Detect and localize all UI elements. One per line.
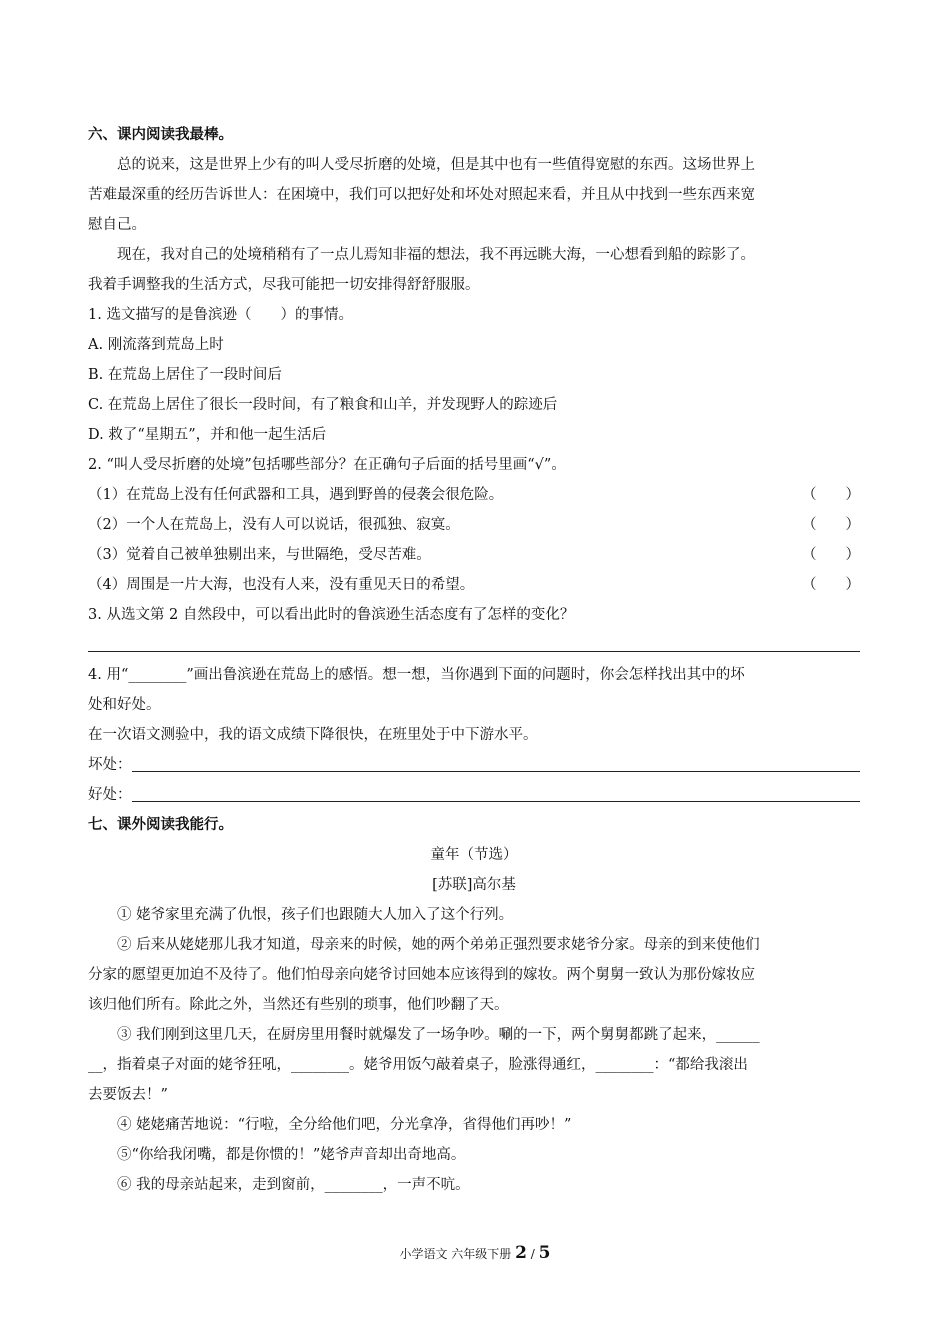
bad-label: 坏处： [88, 757, 132, 773]
section7-heading: 七、课外阅读我能行。 [88, 816, 233, 833]
good-label: 好处： [88, 787, 132, 803]
passage-title: 童年（节选） [430, 847, 518, 863]
worksheet-page [88, 120, 860, 1200]
passage-text: ② 后来从姥姥那儿我才知道，母亲来的时候，她的两个弟弟正强烈要求姥爷分家。母亲的到来使他们 [117, 937, 760, 953]
page-separator: / [526, 1247, 539, 1261]
good-answer-row [88, 780, 860, 810]
passage-text: 分家的愿望更加迫不及待了。他们怕母亲向姥爷讨回她本应该得到的嫁妆。两个舅舅一致认为那份嫁妆应 [88, 967, 755, 983]
answer-parentheses: （ ） [802, 547, 860, 563]
passage-author: [苏联]高尔基 [432, 877, 516, 893]
answer-line [132, 770, 861, 772]
question-2-item-text: （3）觉着自己被单独剔出来，与世隔绝，受尽苦难。 [88, 547, 431, 563]
question-3-stem: 3. 从选文第 2 自然段中，可以看出此时的鲁滨逊生活态度有了怎样的变化？ [88, 607, 575, 623]
passage-text: 现在，我对自己的处境稍稍有了一点儿焉知非福的想法，我不再远眺大海，一心想看到船的踪影了。 [117, 247, 755, 263]
answer-line [132, 800, 861, 802]
passage-text: __，指着桌子对面的姥爷狂吼，________。姥爷用饭勺敲着桌子，脸涨得通红，________：“都给我滚出 [88, 1057, 748, 1073]
question-2-item [88, 570, 860, 600]
passage-text: 去要饭去！” [88, 1087, 168, 1103]
question-2-item-text: （1）在荒岛上没有任何武器和工具，遇到野兽的侵袭会很危险。 [88, 487, 504, 503]
passage-text: 慰自己。 [88, 217, 146, 233]
question-2-stem: 2. “叫人受尽折磨的处境”包括哪些部分？在正确句子后面的括号里画“√”。 [88, 457, 566, 473]
passage-text: 总的说来，这是世界上少有的叫人受尽折磨的处境，但是其中也有一些值得宽慰的东西。这场世界上 [117, 157, 755, 173]
page-total: 5 [538, 1243, 551, 1263]
passage-text: ① 姥爷家里充满了仇恨，孩子们也跟随大人加入了这个行列。 [117, 907, 514, 923]
question-1-option-b: B. 在荒岛上居住了一段时间后 [88, 367, 282, 383]
passage-text: 该归他们所有。除此之外，当然还有些别的琐事，他们吵翻了天。 [88, 997, 509, 1013]
page-number: 2 [515, 1243, 527, 1263]
question-2-item-text: （4）周围是一片大海，也没有人来，没有重见天日的希望。 [88, 577, 475, 593]
passage-text: ⑥ 我的母亲站起来，走到窗前，________，一声不吭。 [117, 1177, 470, 1193]
section6-heading: 六、课内阅读我最棒。 [88, 126, 233, 143]
question-1-stem: 1. 选文描写的是鲁滨逊（ ）的事情。 [88, 307, 353, 323]
question-2-item-text: （2）一个人在荒岛上，没有人可以说话，很孤独、寂寞。 [88, 517, 460, 533]
question-4-scenario: 在一次语文测验中，我的语文成绩下降很快，在班里处于中下游水平。 [88, 727, 538, 743]
passage-text: 我着手调整我的生活方式，尽我可能把一切安排得舒舒服服。 [88, 277, 480, 293]
question-1-option-a: A. 刚流落到荒岛上时 [88, 337, 224, 353]
answer-parentheses: （ ） [802, 577, 860, 593]
passage-text: ③ 我们刚到这里几天，在厨房里用餐时就爆发了一场争吵。唰的一下，两个舅舅都跳了起来，______ [117, 1027, 760, 1043]
answer-parentheses: （ ） [802, 487, 860, 503]
answer-line [88, 630, 860, 660]
question-1-option-d: D. 救了“星期五”，并和他一起生活后 [88, 427, 327, 443]
answer-parentheses: （ ） [802, 517, 860, 533]
question-2-item [88, 510, 860, 540]
question-2-item [88, 480, 860, 510]
question-2-item [88, 540, 860, 570]
question-4-stem: 处和好处。 [88, 697, 161, 713]
question-4-stem: 4. 用“________”画出鲁滨逊在荒岛上的感悟。想一想，当你遇到下面的问题时，你会怎样找出其中的坏 [88, 667, 745, 683]
question-1-option-c: C. 在荒岛上居住了很长一段时间，有了粮食和山羊，并发现野人的踪迹后 [88, 397, 558, 413]
passage-text: ④ 姥姥痛苦地说：“行啦，全分给他们吧，分光拿净，省得他们再吵！” [117, 1117, 572, 1133]
bad-answer-row [88, 750, 860, 780]
passage-text: 苦难最深重的经历告诉世人：在困境中，我们可以把好处和坏处对照起来看，并且从中找到一些东西来宽 [88, 187, 755, 203]
passage-text: ⑤“你给我闭嘴，都是你惯的！”姥爷声音却出奇地高。 [117, 1147, 466, 1163]
page-footer [0, 1243, 950, 1264]
footer-label: 小学语文 六年级下册 [399, 1247, 512, 1261]
